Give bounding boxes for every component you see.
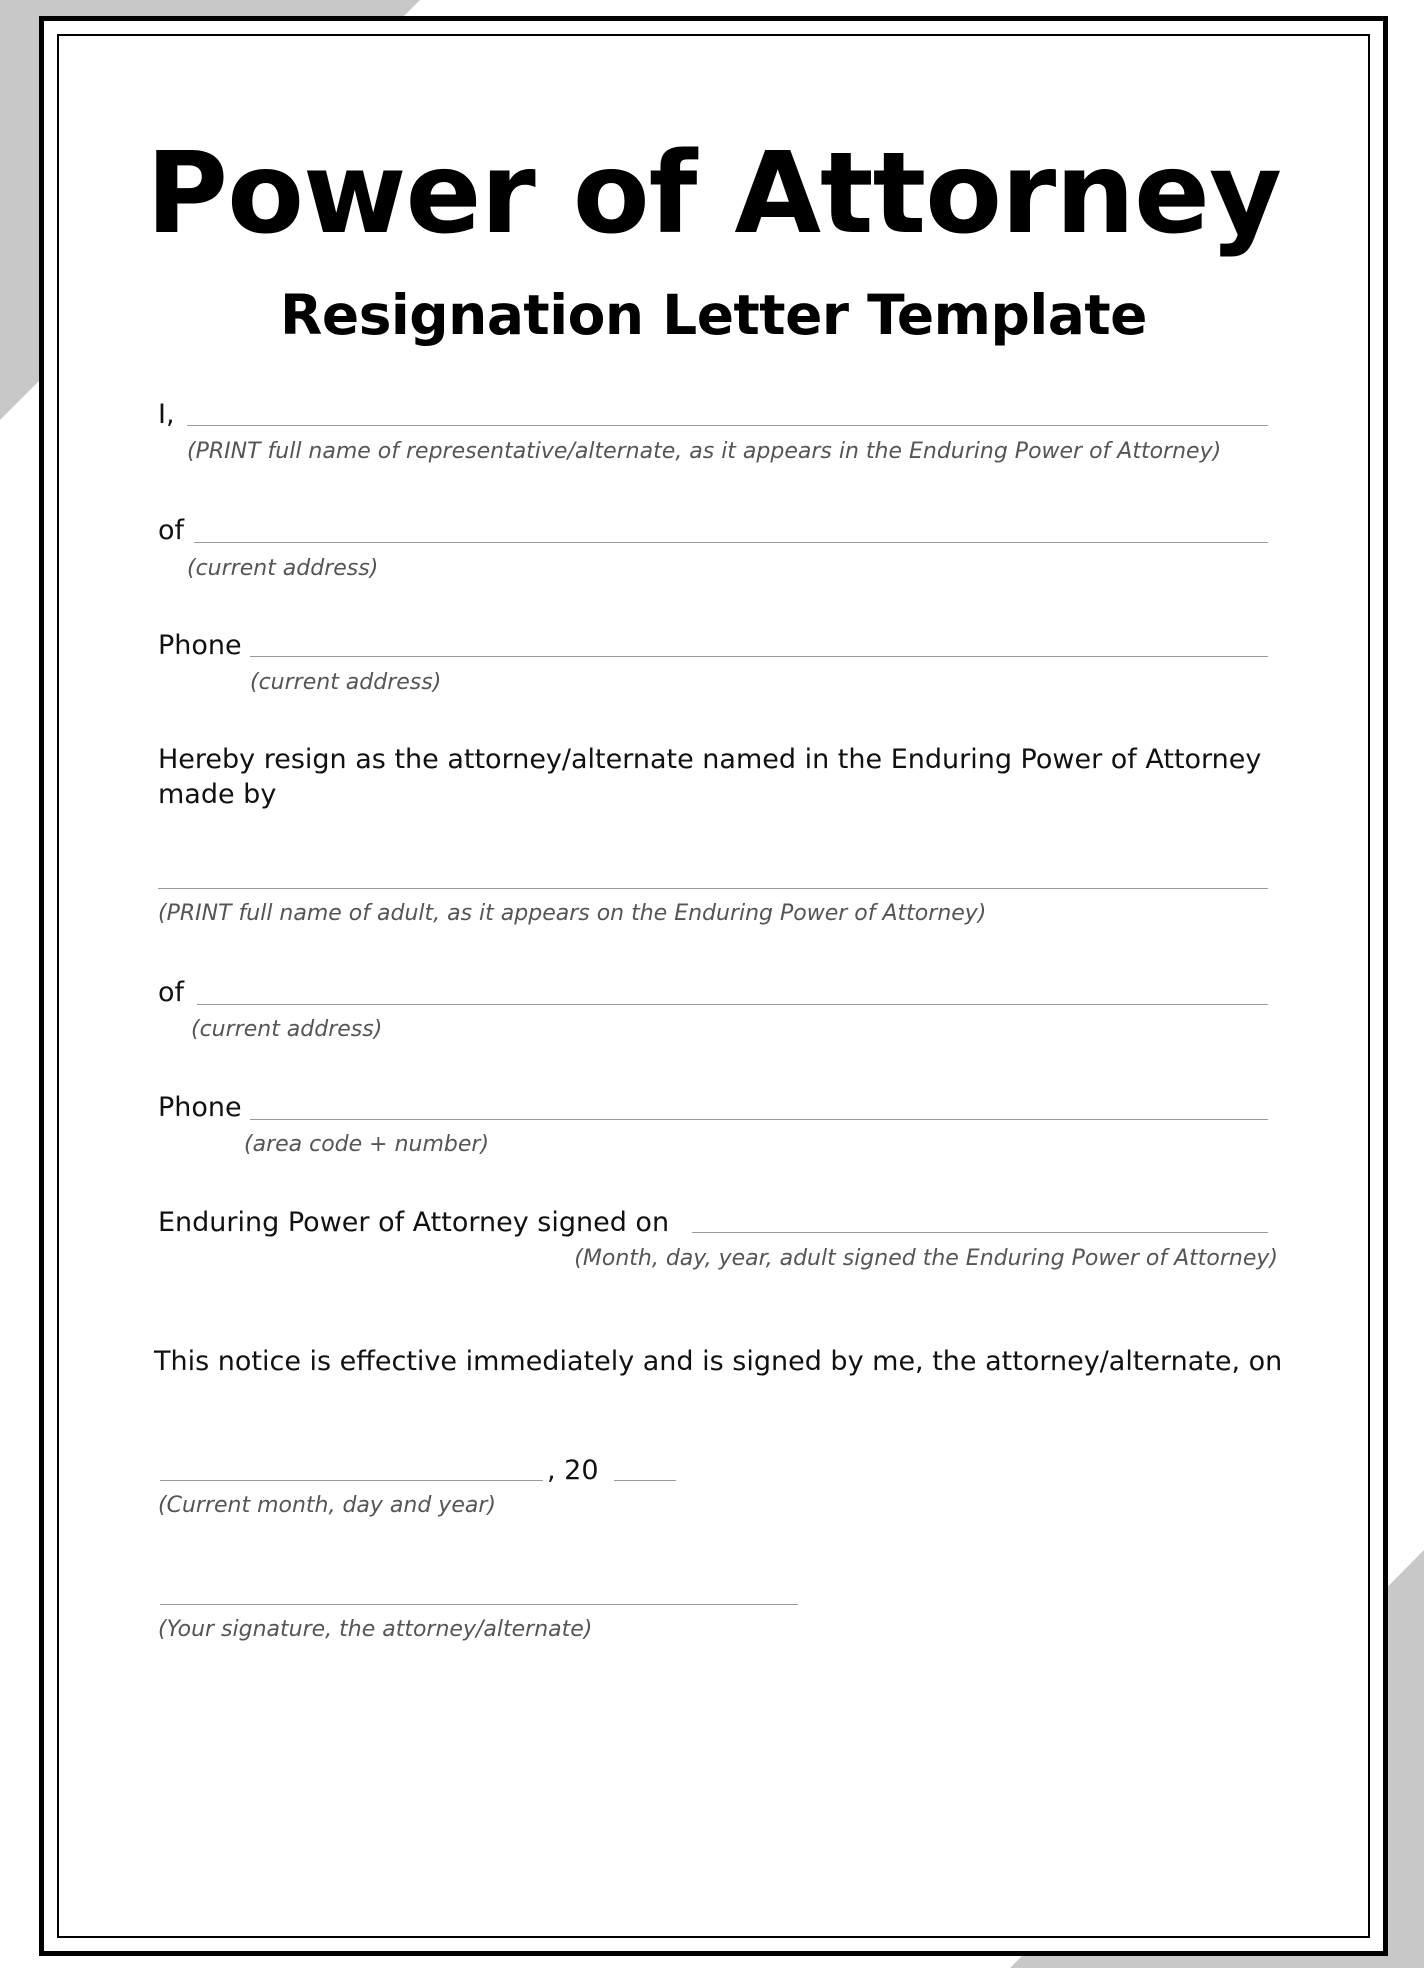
current-date-hint: (Current month, day and year) bbox=[158, 1493, 496, 1518]
representative-phone-field[interactable] bbox=[250, 656, 1268, 657]
adult-address-hint: (current address) bbox=[191, 1017, 383, 1042]
signature-field[interactable] bbox=[160, 1604, 798, 1605]
current-date-field[interactable] bbox=[160, 1480, 543, 1481]
signature-hint: (Your signature, the attorney/alternate) bbox=[158, 1617, 593, 1642]
year-prefix: , 20 bbox=[547, 1455, 599, 1486]
adult-phone-label: Phone bbox=[158, 1092, 242, 1123]
adult-address-label: of bbox=[158, 977, 185, 1008]
representative-phone-label: Phone bbox=[158, 630, 242, 661]
representative-phone-hint: (current address) bbox=[250, 670, 442, 695]
signed-on-label: Enduring Power of Attorney signed on bbox=[158, 1207, 670, 1238]
representative-address-label: of bbox=[158, 515, 185, 546]
signed-on-field[interactable] bbox=[692, 1232, 1268, 1233]
signed-on-hint: (Month, day, year, adult signed the Enduring Power of Attorney) bbox=[574, 1246, 1278, 1271]
adult-name-hint: (PRINT full name of adult, as it appears on the Enduring Power of Attorney) bbox=[158, 901, 987, 926]
document-title: Power of Attorney bbox=[146, 129, 1281, 259]
representative-name-label: I, bbox=[158, 399, 175, 430]
representative-address-hint: (current address) bbox=[187, 556, 379, 581]
representative-address-field[interactable] bbox=[194, 542, 1268, 543]
adult-phone-field[interactable] bbox=[250, 1119, 1268, 1120]
adult-phone-hint: (area code + number) bbox=[244, 1132, 490, 1157]
year-suffix-field[interactable] bbox=[614, 1480, 676, 1481]
notice-statement: This notice is effective immediately and is signed by me, the attorney/alternate, on bbox=[154, 1346, 1283, 1377]
adult-address-field[interactable] bbox=[197, 1004, 1268, 1005]
resign-statement: Hereby resign as the attorney/alternate named in the Enduring Power of Attorney made by bbox=[158, 744, 1262, 810]
representative-name-hint: (PRINT full name of representative/alternate, as it appears in the Enduring Power of Attorney) bbox=[187, 439, 1222, 464]
document-subtitle: Resignation Letter Template bbox=[280, 283, 1147, 347]
adult-name-field[interactable] bbox=[158, 888, 1268, 889]
document-page bbox=[39, 16, 1388, 1956]
representative-name-field[interactable] bbox=[187, 425, 1268, 426]
